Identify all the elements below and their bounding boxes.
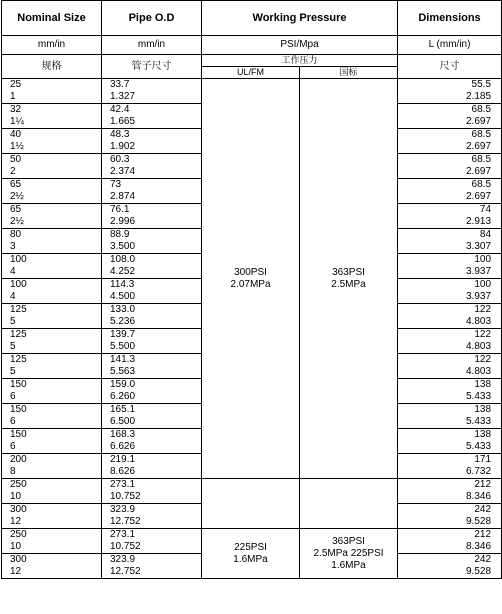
dimension-l-in: 4.803 bbox=[398, 366, 502, 379]
table-row bbox=[2, 529, 502, 542]
nominal-size-mm: 25 bbox=[2, 79, 102, 92]
dimension-l-in: 5.433 bbox=[398, 441, 502, 454]
nominal-size-in: 12 bbox=[2, 516, 102, 529]
pipe-od-in: 4.252 bbox=[102, 266, 202, 279]
dimension-l-in: 2.185 bbox=[398, 91, 502, 104]
nominal-size-mm: 300 bbox=[2, 554, 102, 567]
dimension-l-mm: 242 bbox=[398, 554, 502, 567]
pipe-od-mm: 168.3 bbox=[102, 429, 202, 442]
nominal-size-in: 1 bbox=[2, 91, 102, 104]
dimension-l-mm: 84 bbox=[398, 229, 502, 242]
pipe-od-mm: 73 bbox=[102, 179, 202, 192]
nominal-size-in: 6 bbox=[2, 416, 102, 429]
intl-pressure-line-3: 1.6MPa bbox=[331, 559, 366, 571]
pipe-od-mm: 76.1 bbox=[102, 204, 202, 217]
dimension-l-in: 5.433 bbox=[398, 391, 502, 404]
dimension-l-in: 2.697 bbox=[398, 166, 502, 179]
dimension-l-mm: 74 bbox=[398, 204, 502, 217]
dimension-l-in: 3.307 bbox=[398, 241, 502, 254]
pipe-od-in: 2.996 bbox=[102, 216, 202, 229]
pipe-od-mm: 165.1 bbox=[102, 404, 202, 417]
header-working-pressure: Working Pressure bbox=[202, 1, 398, 36]
nominal-size-mm: 150 bbox=[2, 404, 102, 417]
pipe-od-mm: 88.9 bbox=[102, 229, 202, 242]
nominal-size-in: 8 bbox=[2, 466, 102, 479]
pipe-od-mm: 42.4 bbox=[102, 104, 202, 117]
pipe-od-in: 6.500 bbox=[102, 416, 202, 429]
nominal-size-in: 3 bbox=[2, 241, 102, 254]
header-pipe-od: Pipe O.D bbox=[102, 1, 202, 36]
dimension-l-mm: 68.5 bbox=[398, 179, 502, 192]
dimension-l-in: 9.528 bbox=[398, 516, 502, 529]
pipe-od-in: 1.902 bbox=[102, 141, 202, 154]
pipe-od-mm: 141.3 bbox=[102, 354, 202, 367]
pipe-spec-table bbox=[1, 0, 502, 579]
nominal-size-in: 1¼ bbox=[2, 116, 102, 129]
dimension-l-in: 9.528 bbox=[398, 566, 502, 579]
cn-nominal-size: 规格 bbox=[2, 55, 102, 79]
dimension-l-in: 3.937 bbox=[398, 291, 502, 304]
nominal-size-mm: 125 bbox=[2, 304, 102, 317]
pipe-od-mm: 60.3 bbox=[102, 154, 202, 167]
pipe-od-in: 12.752 bbox=[102, 566, 202, 579]
table-row bbox=[2, 79, 502, 92]
unit-row bbox=[2, 36, 502, 55]
pipe-od-in: 5.236 bbox=[102, 316, 202, 329]
dimension-l-mm: 122 bbox=[398, 304, 502, 317]
nominal-size-mm: 200 bbox=[2, 454, 102, 467]
nominal-size-in: 12 bbox=[2, 566, 102, 579]
pipe-od-in: 6.260 bbox=[102, 391, 202, 404]
nominal-size-in: 2½ bbox=[2, 216, 102, 229]
chinese-row-1 bbox=[2, 55, 502, 67]
pipe-od-mm: 219.1 bbox=[102, 454, 202, 467]
pipe-od-in: 5.563 bbox=[102, 366, 202, 379]
nominal-size-in: 2½ bbox=[2, 191, 102, 204]
pipe-od-mm: 159.0 bbox=[102, 379, 202, 392]
intl-mpa: 2.5MPa bbox=[331, 278, 366, 290]
nominal-size-in: 2 bbox=[2, 166, 102, 179]
nominal-size-mm: 65 bbox=[2, 179, 102, 192]
pipe-od-mm: 48.3 bbox=[102, 129, 202, 142]
pipe-od-in: 1.327 bbox=[102, 91, 202, 104]
intl-pressure bbox=[300, 529, 398, 579]
nominal-size-in: 1½ bbox=[2, 141, 102, 154]
dimension-l-mm: 171 bbox=[398, 454, 502, 467]
intl-pressure-line-2: 2.5MPa 225PSI bbox=[313, 547, 384, 559]
nominal-size-in: 10 bbox=[2, 541, 102, 554]
cn-dimensions: 尺寸 bbox=[398, 55, 502, 79]
pipe-od-in: 10.752 bbox=[102, 541, 202, 554]
pipe-od-in: 3.500 bbox=[102, 241, 202, 254]
dimension-l-mm: 122 bbox=[398, 329, 502, 342]
intl-pressure bbox=[300, 479, 398, 529]
nominal-size-mm: 300 bbox=[2, 504, 102, 517]
dimension-l-mm: 100 bbox=[398, 279, 502, 292]
ul-fm-mpa: 1.6MPa bbox=[233, 553, 268, 565]
ul-fm-pressure bbox=[202, 479, 300, 529]
ul-fm-pressure bbox=[202, 79, 300, 479]
nominal-size-mm: 125 bbox=[2, 354, 102, 367]
intl-pressure-line-1: 363PSI bbox=[332, 535, 365, 547]
pipe-od-in: 2.374 bbox=[102, 166, 202, 179]
nominal-size-in: 6 bbox=[2, 441, 102, 454]
dimension-l-in: 4.803 bbox=[398, 316, 502, 329]
dimension-l-mm: 122 bbox=[398, 354, 502, 367]
dimension-l-mm: 68.5 bbox=[398, 129, 502, 142]
pipe-od-mm: 273.1 bbox=[102, 479, 202, 492]
cn-intl: 国标 bbox=[300, 67, 398, 79]
dimension-l-mm: 212 bbox=[398, 529, 502, 542]
unit-working-pressure: PSI/Mpa bbox=[202, 36, 398, 55]
nominal-size-mm: 250 bbox=[2, 479, 102, 492]
nominal-size-in: 4 bbox=[2, 266, 102, 279]
pipe-od-mm: 108.0 bbox=[102, 254, 202, 267]
nominal-size-mm: 80 bbox=[2, 229, 102, 242]
dimension-l-mm: 68.5 bbox=[398, 154, 502, 167]
ul-fm-psi: 300PSI bbox=[234, 266, 267, 278]
pipe-od-in: 8.626 bbox=[102, 466, 202, 479]
unit-nominal-size: mm/in bbox=[2, 36, 102, 55]
dimension-l-mm: 100 bbox=[398, 254, 502, 267]
nominal-size-in: 5 bbox=[2, 341, 102, 354]
pipe-od-in: 5.500 bbox=[102, 341, 202, 354]
dimension-l-in: 2.697 bbox=[398, 141, 502, 154]
unit-pipe-od: mm/in bbox=[102, 36, 202, 55]
header-nominal-size: Nominal Size bbox=[2, 1, 102, 36]
nominal-size-in: 4 bbox=[2, 291, 102, 304]
pipe-od-mm: 133.0 bbox=[102, 304, 202, 317]
nominal-size-in: 10 bbox=[2, 491, 102, 504]
dimension-l-in: 2.913 bbox=[398, 216, 502, 229]
dimension-l-in: 5.433 bbox=[398, 416, 502, 429]
pipe-od-in: 6.626 bbox=[102, 441, 202, 454]
pipe-od-in: 10.752 bbox=[102, 491, 202, 504]
dimension-l-mm: 212 bbox=[398, 479, 502, 492]
pipe-od-mm: 273.1 bbox=[102, 529, 202, 542]
dimension-l-mm: 138 bbox=[398, 429, 502, 442]
nominal-size-mm: 32 bbox=[2, 104, 102, 117]
pipe-od-in: 2.874 bbox=[102, 191, 202, 204]
pipe-od-mm: 114.3 bbox=[102, 279, 202, 292]
nominal-size-in: 5 bbox=[2, 366, 102, 379]
dimension-l-in: 2.697 bbox=[398, 191, 502, 204]
ul-fm-psi: 225PSI bbox=[234, 541, 267, 553]
pipe-od-mm: 323.9 bbox=[102, 554, 202, 567]
nominal-size-in: 5 bbox=[2, 316, 102, 329]
cn-pipe-od: 管子尺寸 bbox=[102, 55, 202, 79]
table-row bbox=[2, 479, 502, 492]
pipe-od-in: 4.500 bbox=[102, 291, 202, 304]
pipe-od-mm: 139.7 bbox=[102, 329, 202, 342]
nominal-size-mm: 65 bbox=[2, 204, 102, 217]
header-dimensions: Dimensions bbox=[398, 1, 502, 36]
dimension-l-in: 6.732 bbox=[398, 466, 502, 479]
header-row bbox=[2, 1, 502, 36]
nominal-size-mm: 250 bbox=[2, 529, 102, 542]
nominal-size-mm: 100 bbox=[2, 279, 102, 292]
pipe-od-in: 12.752 bbox=[102, 516, 202, 529]
dimension-l-mm: 138 bbox=[398, 379, 502, 392]
nominal-size-mm: 150 bbox=[2, 429, 102, 442]
nominal-size-mm: 125 bbox=[2, 329, 102, 342]
dimension-l-mm: 138 bbox=[398, 404, 502, 417]
nominal-size-mm: 50 bbox=[2, 154, 102, 167]
unit-dimensions: L (mm/in) bbox=[398, 36, 502, 55]
dimension-l-in: 3.937 bbox=[398, 266, 502, 279]
dimension-l-in: 8.346 bbox=[398, 541, 502, 554]
intl-psi: 363PSI bbox=[332, 266, 365, 278]
nominal-size-in: 6 bbox=[2, 391, 102, 404]
pipe-od-mm: 33.7 bbox=[102, 79, 202, 92]
ul-fm-pressure bbox=[202, 529, 300, 579]
pipe-od-mm: 323.9 bbox=[102, 504, 202, 517]
pipe-od-in: 1.665 bbox=[102, 116, 202, 129]
nominal-size-mm: 40 bbox=[2, 129, 102, 142]
dimension-l-in: 8.346 bbox=[398, 491, 502, 504]
dimension-l-in: 4.803 bbox=[398, 341, 502, 354]
intl-pressure bbox=[300, 79, 398, 479]
cn-working-pressure: 工作压力 bbox=[202, 55, 398, 67]
dimension-l-mm: 68.5 bbox=[398, 104, 502, 117]
dimension-l-mm: 55.5 bbox=[398, 79, 502, 92]
cn-ul-fm: UL/FM bbox=[202, 67, 300, 79]
nominal-size-mm: 100 bbox=[2, 254, 102, 267]
dimension-l-in: 2.697 bbox=[398, 116, 502, 129]
ul-fm-mpa: 2.07MPa bbox=[230, 278, 271, 290]
dimension-l-mm: 242 bbox=[398, 504, 502, 517]
nominal-size-mm: 150 bbox=[2, 379, 102, 392]
